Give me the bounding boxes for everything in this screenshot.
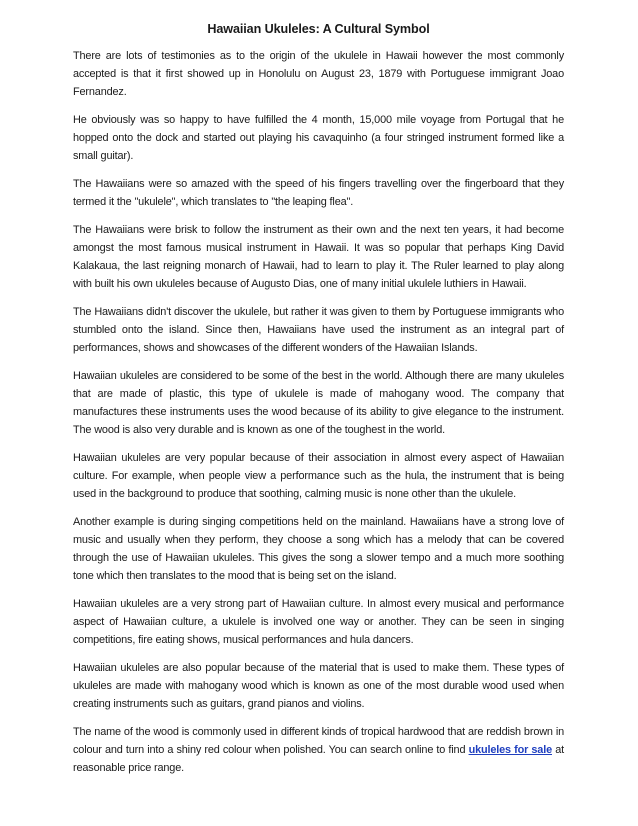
paragraph-wood-tail: at reasonable price range. xyxy=(73,744,564,774)
paragraph-name-meaning: The Hawaiians were so amazed with the speed of his fingers travelling over the fingerboard that they termed it the "ukulele", which translates to "the leaping flea". xyxy=(73,178,564,208)
paragraph-popularity: The Hawaiians were brisk to follow the instrument as their own and the next ten years, it had become amongst the most famous musical instrument in Hawaii. It was so popular that perhaps King David Kalakaua, the last reigning monarch of Hawaii, had to learn to play it. The Ruler learned to play along with built his own ukuleles because of Augusto Dias, one of many initial ukulele luthiers in Hawaii. xyxy=(73,224,564,290)
paragraph-origin: There are lots of testimonies as to the origin of the ukulele in Hawaii however the most commonly accepted is that it first showed up in Honolulu on August 23, 1879 with Portuguese immigrant Joao Fernandez. xyxy=(73,50,564,98)
paragraph-wood-text: The name of the wood is commonly used in different kinds of tropical hardwood that are reddish brown in colour and turn into a shiny red colour when polished. You can search online to find xyxy=(73,726,564,756)
paragraph-voyage: He obviously was so happy to have fulfilled the 4 month, 15,000 mile voyage from Portugal that he hopped onto the dock and started out playing his cavaquinho (a four stringed instrument formed like a small guitar). xyxy=(73,114,564,162)
paragraph-culture-hula: Hawaiian ukuleles are very popular because of their association in almost every aspect of Hawaiian culture. For example, when people view a performance such as the hula, the instrument that is being used in the background to produce that soothing, calming music is none other than the ukulele. xyxy=(73,452,564,500)
paragraph-singing-competitions: Another example is during singing competitions held on the mainland. Hawaiians have a strong love of music and usually when they perform, they choose a song which has a melody that can be covered through the use of Hawaiian ukuleles. This gives the song a slower tempo and a much more soothing tone which then translates to the mood that is being set on the island. xyxy=(73,516,564,582)
paragraph-wood-name xyxy=(73,723,564,777)
paragraph-portuguese-immigrants: The Hawaiians didn't discover the ukulele, but rather it was given to them by Portuguese immigrants who stumbled onto the island. Since then, Hawaiians have used the instrument as an integral part of performances, shows and showcases of the different wonders of the Hawaiian Islands. xyxy=(73,306,564,354)
document-title: Hawaiian Ukuleles: A Cultural Symbol xyxy=(207,22,430,36)
ukuleles-for-sale-link[interactable]: ukuleles for sale xyxy=(468,744,552,756)
paragraph-cultural-part: Hawaiian ukuleles are a very strong part of Hawaiian culture. In almost every musical and performance aspect of Hawaiian culture, a ukulele is involved one way or another. They can be seen in singing competitions, fire eating shows, musical performances and hula dancers. xyxy=(73,598,564,646)
paragraph-material: Hawaiian ukuleles are also popular because of the material that is used to make them. These types of ukuleles are made with mahogany wood which is known as one of the most durable wood used when creating instruments such as guitars, grand pianos and violins. xyxy=(73,662,564,710)
document-page xyxy=(73,20,564,787)
paragraph-quality: Hawaiian ukuleles are considered to be some of the best in the world. Although there are many ukuleles that are made of plastic, this type of ukulele is made of mahogany wood. The company that manufactures these instruments uses the wood because of its ability to give elegance to the instrument. The wood is also very durable and is known as one of the toughest in the world. xyxy=(73,370,564,436)
